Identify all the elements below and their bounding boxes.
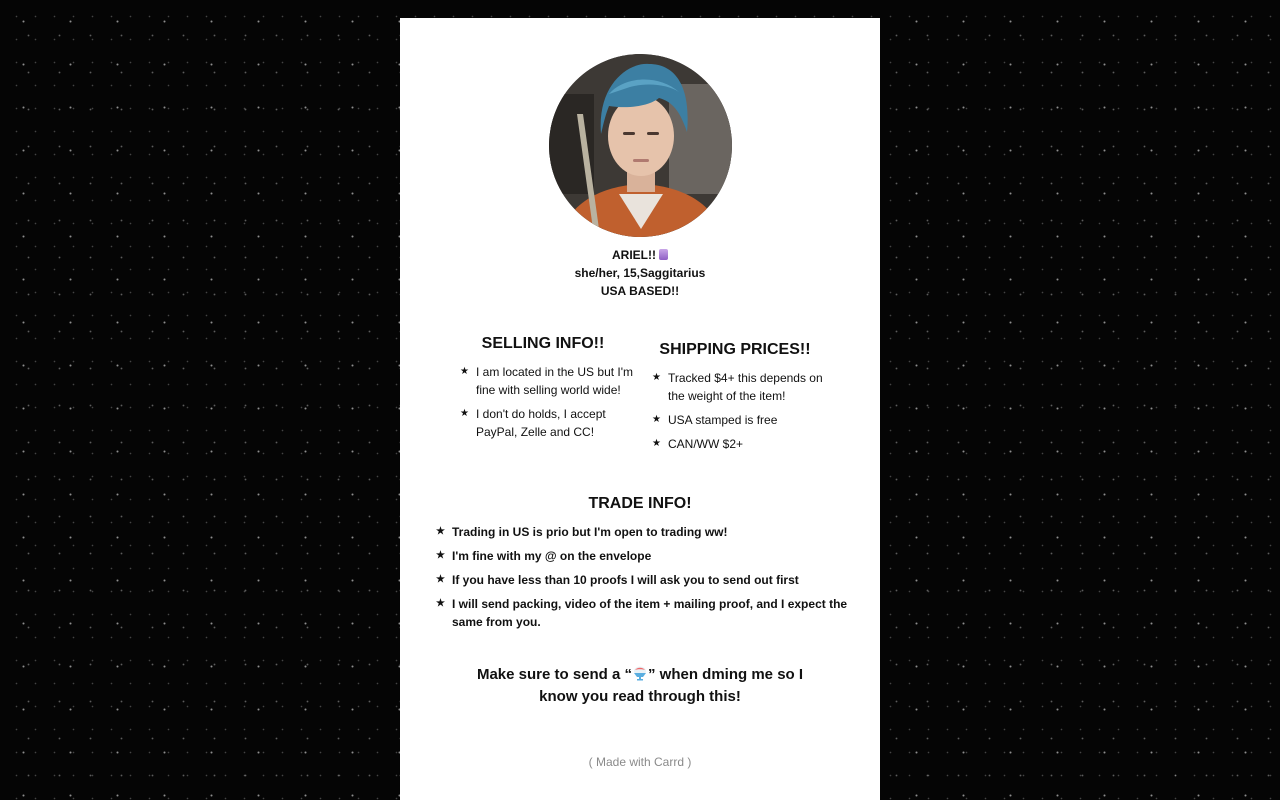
star-icon: ★: [460, 408, 469, 419]
list-item: ★ I don't do holds, I accept PayPal, Zelle and CC!: [460, 407, 606, 439]
dm-instruction-note: [460, 664, 820, 708]
shipping-prices-list: [640, 369, 830, 453]
pronouns-line: she/her, 15,Saggitarius: [574, 266, 706, 280]
star-icon: ★: [652, 372, 661, 383]
list-item: ★ I am located in the US but I'm fine with selling world wide!: [460, 365, 634, 397]
profile-name: ARIEL!!: [612, 248, 656, 262]
trade-info-section: [432, 494, 848, 637]
location-line: USA BASED!!: [600, 284, 680, 298]
profile-card: [400, 18, 880, 800]
list-item: ★ If you have less than 10 proofs I will ask you to send out first: [436, 573, 799, 587]
list-item: ★ Trading in US is prio but I'm open to trading ww!: [436, 525, 728, 539]
star-icon: ★: [652, 414, 661, 425]
star-icon: ★: [652, 438, 661, 449]
selling-info-section: [448, 334, 638, 447]
made-with-carrd-link[interactable]: ( Made with Carrd ): [588, 755, 692, 769]
avatar: [549, 54, 732, 237]
star-icon: ★: [460, 366, 469, 377]
selling-info-title: SELLING INFO!!: [481, 335, 605, 352]
list-item: ★ USA stamped is free: [652, 413, 778, 427]
star-icon: ★: [436, 526, 445, 537]
star-icon: ★: [436, 598, 445, 609]
shipping-prices-section: [640, 340, 830, 459]
profile-intro: [400, 246, 880, 300]
purple-sparkle-icon: [659, 249, 668, 260]
selling-info-list: [448, 363, 638, 441]
note-text-before: Make sure to send a “: [476, 666, 633, 683]
list-item: ★ CAN/WW $2+: [652, 437, 744, 451]
star-icon: ★: [436, 574, 445, 585]
shaved-ice-icon: [632, 665, 648, 681]
star-icon: ★: [436, 550, 445, 561]
trade-info-title: TRADE INFO!: [588, 495, 692, 512]
shipping-prices-title: SHIPPING PRICES!!: [659, 341, 811, 358]
list-item: ★ Tracked $4+ this depends on the weight of the item!: [652, 371, 823, 403]
list-item: ★ I'm fine with my @ on the envelope: [436, 549, 652, 563]
note-text-after: ” when dming me so I know you read through this!: [539, 666, 804, 705]
name-line: [400, 246, 880, 264]
trade-info-list: [432, 523, 848, 631]
list-item: ★ I will send packing, video of the item + mailing proof, and I expect the same from you.: [436, 597, 848, 629]
